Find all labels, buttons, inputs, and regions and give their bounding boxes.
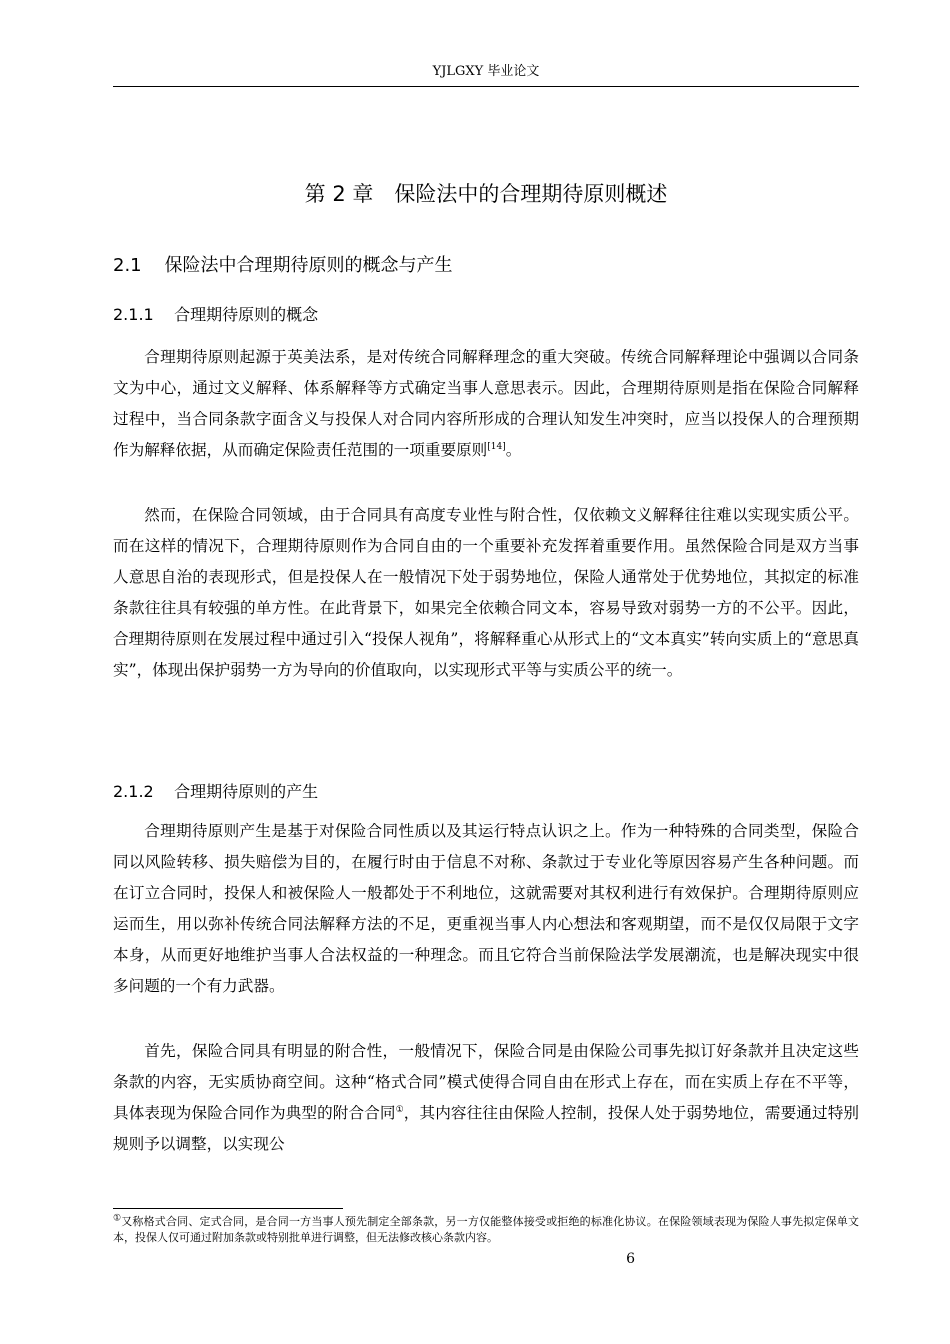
header-rule [113, 86, 859, 87]
subsection-heading-2-1-1 [113, 302, 318, 328]
section-title: 保险法中合理期待原则的概念与产生 [164, 255, 453, 276]
section-heading-2-1 [113, 251, 453, 281]
footnote-text: 又称格式合同、定式合同，是合同一方当事人预先制定全部条款，另一方仅能整体接受或拒绝的标准化协议。在保险领域表现为保险人事先拟定保单文本，投保人仅可通过附加条款或特别批单进行调整，但无法修改核心条款内容。 [113, 1215, 859, 1244]
section-number: 2.1 [113, 255, 142, 276]
paragraph-3: 合理期待原则产生是基于对保险合同性质以及其运行特点认识之上。作为一种特殊的合同类型，保险合同以风险转移、损失赔偿为目的，在履行时由于信息不对称、条款过于专业化等原因容易产生各种问题。而在订立合同时，投保人和被保险人一般都处于不利地位，这就需要对其权利进行有效保护。合理期待原则应运而生，用以弥补传统合同法解释方法的不足，更重视当事人内心想法和客观期望，而不是仅仅局限于文字本身，从而更好地维护当事人合法权益的一种理念。而且它符合当前保险法学发展潮流，也是解决现实中很多问题的一个有力武器。 [113, 822, 859, 995]
page-number: 6 [626, 1251, 635, 1267]
paragraph-text: 首先，保险合同具有明显的附合性，一般情况下，保险合同是由保险公司事先拟订好条款并且决定这些条款的内容，无实质协商空间。这种“格式合同”模式使得合同自由在形式上存在，而在实质上存在不平等，具体表现为保险合同作为典型的附合合同 [113, 1042, 859, 1122]
subsection-heading-2-1-2 [113, 779, 318, 805]
paragraph-end: 。 [505, 441, 522, 459]
footnote [113, 1214, 859, 1246]
subsection-number: 2.1.2 [113, 782, 154, 801]
paragraph-1 [113, 342, 859, 466]
paragraph-text: 合理期待原则起源于英美法系，是对传统合同解释理念的重大突破。传统合同解释理论中强调以合同条文为中心，通过文义解释、体系解释等方式确定当事人意思表示。因此，合理期待原则是指在保险合同解释过程中，当合同条款字面含义与投保人对合同内容所形成的合理认知发生冲突时，应当以投保人的合理预期作为解释依据，从而确定保险责任范围的一项重要原则 [113, 348, 859, 459]
subsection-number: 2.1.1 [113, 305, 154, 324]
paragraph-2: 然而，在保险合同领域，由于合同具有高度专业性与附合性，仅依赖文义解释往往难以实现实质公平。而在这样的情况下，合理期待原则作为合同自由的一个重要补充发挥着重要作用。虽然保险合同是双方当事人意思自治的表现形式，但是投保人在一般情况下处于弱势地位，保险人通常处于优势地位，其拟定的标准条款往往具有较强的单方性。在此背景下，如果完全依赖合同文本，容易导致对弱势一方的不公平。因此，合理期待原则在发展过程中通过引入“投保人视角”，将解释重心从形式上的“文本真实”转向实质上的“意思真实”，体现出保护弱势一方为导向的价值取向，以实现形式平等与实质公平的统一。 [113, 506, 859, 679]
paragraph-text-continued: ，其内容往往由保险人控制，投保人处于弱势地位，需要通过特别规则予以调整，以实现公 [113, 1104, 859, 1153]
chapter-title: 第 2 章 保险法中的合理期待原则概述 [304, 182, 668, 206]
citation-marker: [14] [487, 441, 506, 452]
footnote-rule [113, 1208, 343, 1209]
subsection-title: 合理期待原则的产生 [174, 782, 319, 801]
footnote-reference: ① [395, 1104, 404, 1115]
footnote-marker: ① [113, 1213, 122, 1224]
running-header: YJLGXY 毕业论文 [432, 64, 540, 79]
subsection-title: 合理期待原则的概念 [174, 305, 319, 324]
paragraph-4 [113, 1036, 859, 1160]
